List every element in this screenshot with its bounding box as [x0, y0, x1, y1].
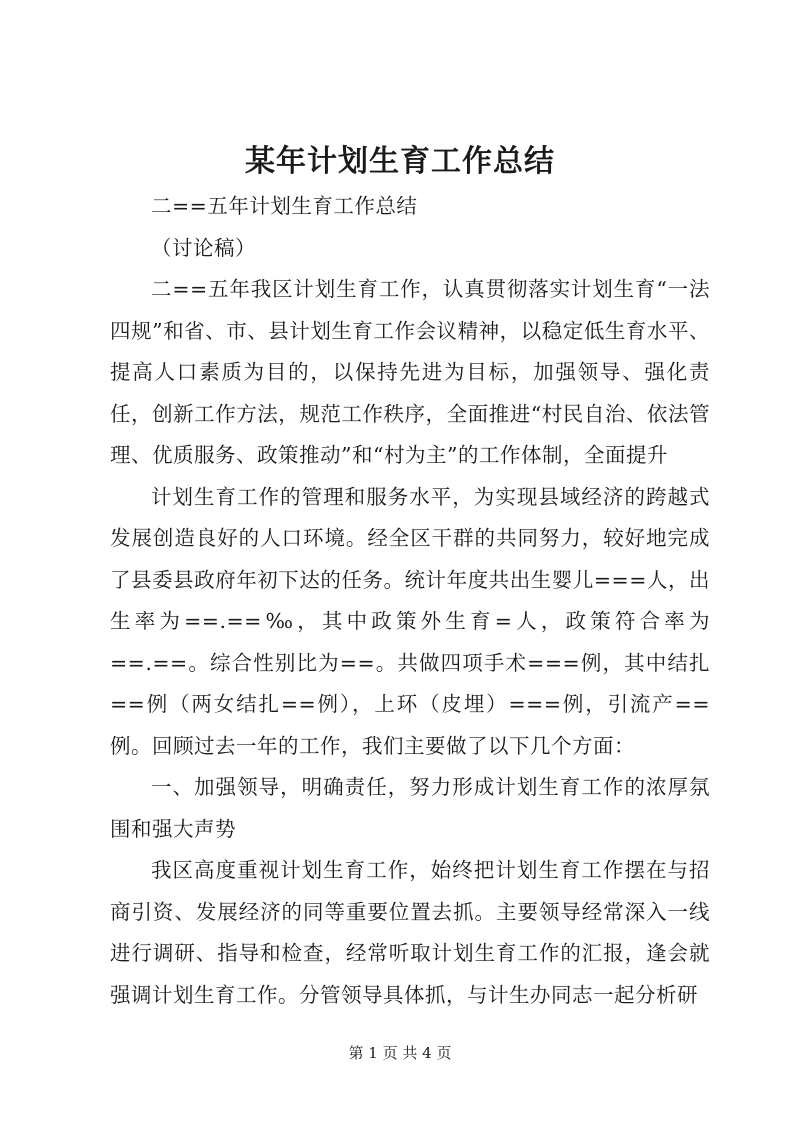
- document-title: 某年计划生育工作总结: [245, 144, 555, 179]
- draft-note: （讨论稿）: [151, 235, 256, 260]
- paragraph-section-1: 我区高度重视计划生育工作，始终把计划生育工作摆在与招商引资、发展经济的同等重要位置去抓。主要领导经常深入一线进行调研、指导和检查，经常听取计划生育工作的汇报，逢会就强调计划生育工作。分管领导具体抓，与计生办同志一起分析研: [110, 858, 710, 1007]
- section-heading-1: 一、加强领导，明确责任，努力形成计划生育工作的浓厚氛围和强大声势: [110, 775, 710, 841]
- page-number-footer: 第 1 页 共 4 页: [348, 1044, 452, 1062]
- document-body: [110, 186, 710, 1016]
- subtitle-line: 二==五年计划生育工作总结: [151, 194, 418, 218]
- paragraph-intro: 二==五年我区计划生育工作，认真贯彻落实计划生育“一法四规”和省、市、县计划生育工作会议精神，以稳定低生育水平、提高人口素质为目的，以保持先进为目标，加强领导、强化责任，创新工作方法，规范工作秩序，全面推进“村民自治、依法管理、优质服务、政策推动”和“村为主”的工作体制，全面提升: [110, 277, 710, 467]
- paragraph-statistics: 计划生育工作的管理和服务水平，为实现县域经济的跨越式发展创造良好的人口环境。经全区干群的共同努力，较好地完成了县委县政府年初下达的任务。统计年度共出生婴儿===人，出生率为==.==‰，其中政策外生育=人，政策符合率为==.==。综合性别比为==。共做四项手术===例，其中结扎==例（两女结扎==例），上环（皮埋）===例，引流产==例。回顾过去一年的工作，我们主要做了以下几个方面：: [110, 484, 710, 758]
